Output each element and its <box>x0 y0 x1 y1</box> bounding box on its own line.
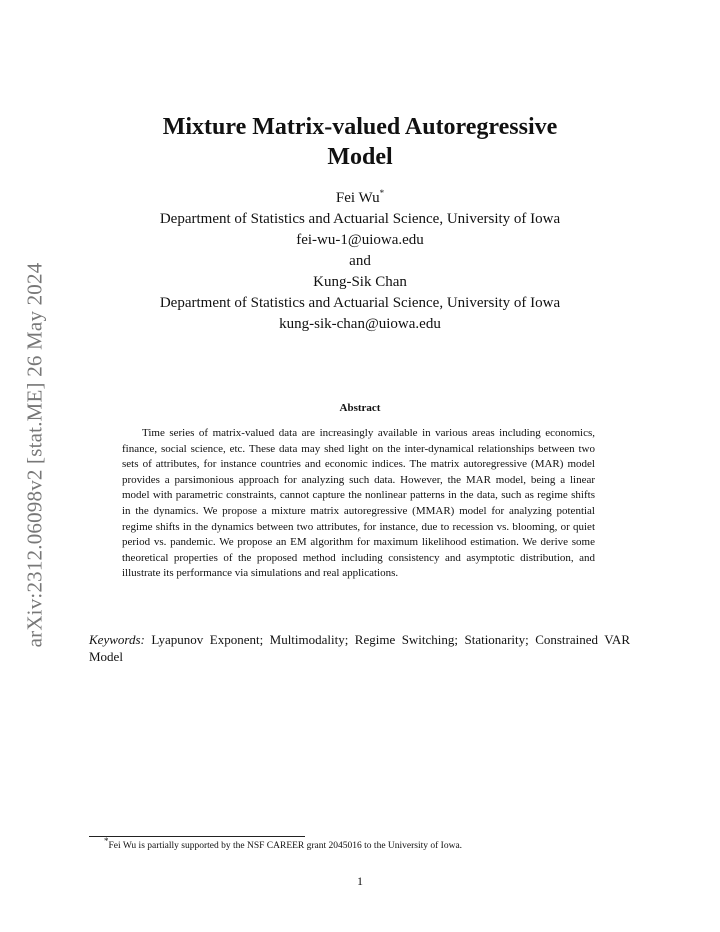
title-line-2: Model <box>327 144 393 170</box>
page-number: 1 <box>357 874 363 888</box>
arxiv-identifier-stamp: arXiv:2312.06098v2 [stat.ME] 26 May 2024 <box>22 262 47 648</box>
keywords <box>89 631 630 665</box>
keywords-label: Keywords: <box>89 632 145 647</box>
abstract-text: Time series of matrix-valued data are increasingly available in various areas including economics, finance, social science, etc. These data may shed light on the inter-dynamical relationships between two sets of attributes, for instance countries and economic indices. The matrix autoregressive (MAR) model provides a parsimonious approach for analyzing such data. However, the MAR model, being a linear model with parametric constraints, cannot capture the nonlinear patterns in the data, such as regime shifts in the dynamics. We propose a mixture matrix autoregressive (MMAR) model for analyzing potential regime shifts in the dynamics between two attributes, for instance, due to recession vs. blooming, or quiet period vs. pandemic. We propose an EM algorithm for maximum likelihood estimation. We derive some theoretical properties of the proposed method including consistency and asymptotic distribution, and illustrate its performance via simulations and real applications. <box>122 427 595 580</box>
author-1 <box>0 188 720 209</box>
footnote-mark: * <box>104 835 109 846</box>
paper-title <box>0 112 720 172</box>
author-1-name: Fei Wu <box>335 190 380 206</box>
author-2-email: kung-sik-chan@uiowa.edu <box>279 316 441 332</box>
footnote <box>104 835 463 852</box>
author-2-affiliation: Department of Statistics and Actuarial Science, University of Iowa <box>159 295 561 311</box>
author-conjunction: and <box>349 253 371 269</box>
keywords-text: Lyapunov Exponent; Multimodality; Regime Switching; Stationarity; Constrained VAR Model <box>89 632 630 664</box>
author-1-email: fei-wu-1@uiowa.edu <box>296 232 424 248</box>
abstract-heading: Abstract <box>339 402 381 414</box>
title-line-1: Mixture Matrix-valued Autoregressive <box>162 114 558 140</box>
author-block <box>0 188 720 335</box>
author-1-footnote-mark: * <box>379 188 385 198</box>
footnote-divider <box>89 836 305 837</box>
author-1-affiliation: Department of Statistics and Actuarial Science, University of Iowa <box>159 211 561 227</box>
footnote-text: Fei Wu is partially supported by the NSF CAREER grant 2045016 to the University of Iowa. <box>108 841 463 851</box>
author-2-name: Kung-Sik Chan <box>313 274 407 290</box>
